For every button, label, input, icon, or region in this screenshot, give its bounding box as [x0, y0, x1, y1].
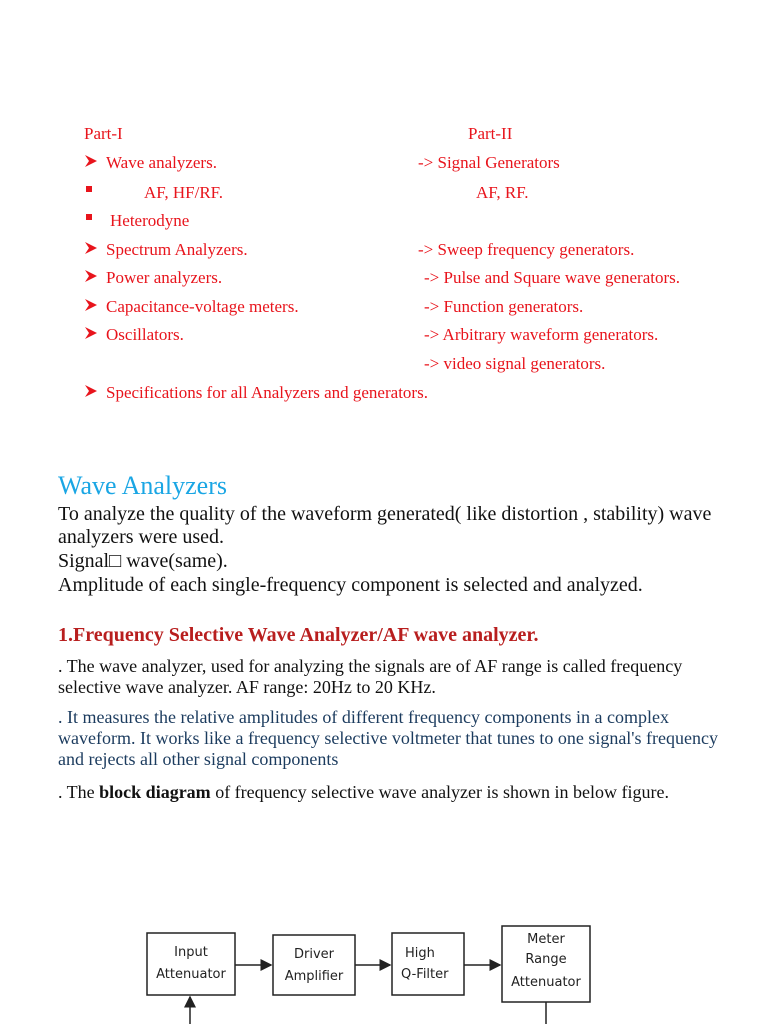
list-item: Wave analyzers.	[106, 153, 217, 172]
list-item: -> Sweep frequency generators.	[418, 240, 635, 259]
block-label: Input	[174, 945, 208, 960]
list-item: -> video signal generators.	[424, 354, 606, 373]
intro-line: Signal□ wave(same).	[58, 550, 228, 572]
list-item: Specifications for all Analyzers and generators.	[106, 383, 428, 402]
section-heading: Wave Analyzers	[58, 471, 227, 500]
block-label: Meter	[527, 932, 565, 947]
arrow-bullet-icon	[84, 326, 98, 340]
bold-term: block diagram	[99, 782, 211, 802]
meter-range-attenuator-block	[502, 926, 590, 1002]
part-one-heading: Part-I	[84, 124, 123, 143]
paragraph: . The block diagram of frequency selective wave analyzer is shown in below figure.	[58, 782, 670, 802]
list-item: -> Function generators.	[424, 297, 584, 316]
intro-line: To analyze the quality of the waveform generated( like distortion , stability) wave analyzers were used.	[58, 503, 712, 548]
list-item: Heterodyne	[110, 211, 190, 230]
intro-line: Amplitude of each single-frequency component is selected and analyzed.	[58, 574, 643, 596]
arrow-bullet-icon	[84, 241, 98, 255]
block-label: Range	[525, 952, 567, 967]
list-item: Oscillators.	[106, 325, 184, 344]
high-q-filter-block	[392, 933, 464, 995]
arrow-bullet-icon	[84, 154, 98, 168]
block-label: Attenuator	[156, 967, 226, 982]
square-bullet-icon	[86, 186, 92, 192]
part-two-heading: Part-II	[468, 124, 513, 143]
arrow-bullet-icon	[84, 269, 98, 283]
block-label: High	[405, 946, 435, 961]
paragraph: . The wave analyzer, used for analyzing the signals are of AF range is called frequency selective wave analyzer. AF range: 20Hz to 20 KHz.	[58, 656, 683, 697]
block-diagram	[0, 880, 768, 1024]
block-label: Amplifier	[284, 969, 344, 984]
list-item: -> Arbitrary waveform generators.	[424, 325, 659, 344]
list-item: -> Signal Generators	[418, 153, 560, 172]
list-item: AF, HF/RF.	[144, 183, 224, 202]
list-item: -> Pulse and Square wave generators.	[424, 268, 681, 287]
arrow-bullet-icon	[84, 298, 98, 312]
input-attenuator-block	[147, 933, 235, 995]
list-item: Power analyzers.	[106, 268, 223, 287]
list-item: Spectrum Analyzers.	[106, 240, 248, 259]
list-item: Capacitance-voltage meters.	[106, 297, 299, 316]
list-item: AF, RF.	[476, 183, 529, 202]
block-label: Driver	[293, 947, 335, 962]
paragraph: . It measures the relative amplitudes of different frequency components in a complex waveform. It works like a frequency selective voltmeter that tunes to one signal's frequency and rejects all other signal components	[58, 707, 719, 769]
driver-amplifier-block	[273, 935, 355, 995]
block-label: Q-Filter	[401, 967, 449, 982]
subsection-heading: 1.Frequency Selective Wave Analyzer/AF wave analyzer.	[58, 624, 539, 646]
square-bullet-icon	[86, 214, 92, 220]
block-label: Attenuator	[511, 975, 581, 990]
arrow-bullet-icon	[84, 384, 98, 398]
